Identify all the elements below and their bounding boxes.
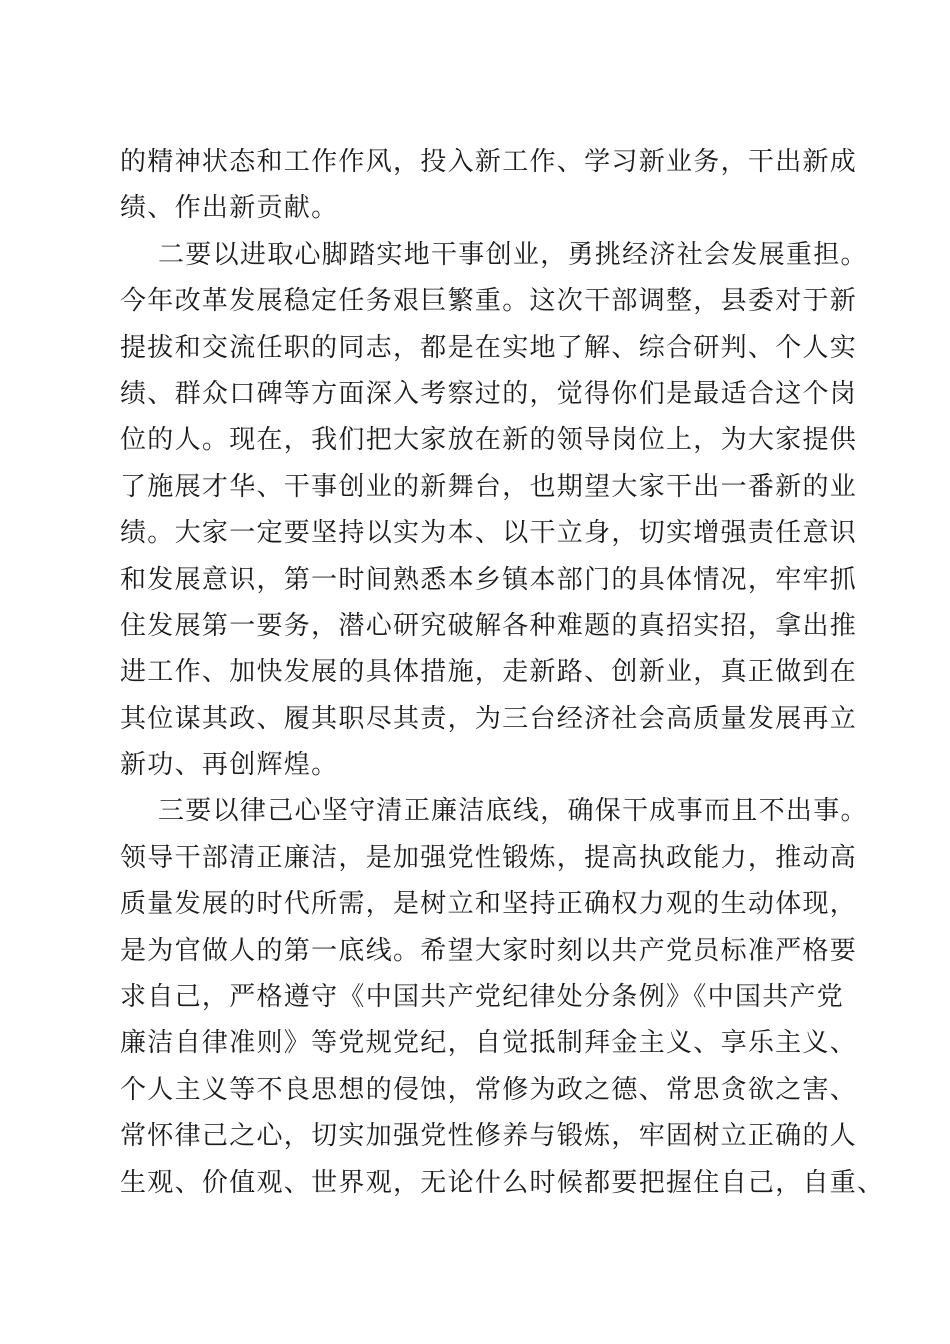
text-line: 位的人。现在，我们把大家放在新的领导岗位上，为大家提供 — [120, 425, 858, 456]
text-line: 绩。大家一定要坚持以实为本、以干立身，切实增强责任意识 — [120, 518, 858, 549]
text-line: 生观、价值观、世界观，无论什么时候都要把握住自己，自重、 — [120, 1167, 885, 1198]
text-line: 进工作、加快发展的具体措施，走新路、创新业，真正做到在 — [120, 657, 858, 688]
text-line: 领导干部清正廉洁，是加强党性锻炼，提高执政能力，推动高 — [120, 842, 858, 873]
text-line: 常怀律己之心，切实加强党性修养与锻炼，牢固树立正确的人 — [120, 1121, 858, 1152]
text-line: 今年改革发展稳定任务艰巨繁重。这次干部调整，县委对于新 — [120, 286, 858, 317]
text-line: 提拔和交流任职的同志，都是在实地了解、综合研判、个人实 — [120, 332, 858, 363]
text-line: 绩、作出新贡献。 — [120, 193, 339, 224]
text-line: 个人主义等不良思想的侵蚀，常修为政之德、常思贪欲之害、 — [120, 1074, 858, 1105]
text-line: 廉洁自律准则》等党规党纪，自觉抵制拜金主义、享乐主义、 — [120, 1028, 858, 1059]
text-line: 和发展意识，第一时间熟悉本乡镇本部门的具体情况，牢牢抓 — [120, 564, 858, 595]
text-line: 了施展才华、干事创业的新舞台，也期望大家干出一番新的业 — [120, 471, 858, 502]
paragraph-heading-3: 三要以律己心坚守清正廉洁底线，确保干成事而且不出事。 — [158, 796, 868, 827]
text-line: 新功、再创辉煌。 — [120, 750, 339, 781]
paragraph-heading-2: 二要以进取心脚踏实地干事创业，勇挑经济社会发展重担。 — [158, 239, 868, 270]
text-line: 的精神状态和工作作风，投入新工作、学习新业务，干出新成 — [120, 147, 858, 177]
text-line: 质量发展的时代所需，是树立和坚持正确权力观的生动体现， — [120, 889, 858, 920]
text-line: 绩、群众口碑等方面深入考察过的，觉得你们是最适合这个岗 — [120, 378, 858, 409]
text-line: 其位谋其政、履其职尽其责，为三台经济社会高质量发展再立 — [120, 703, 858, 734]
text-line: 住发展第一要务，潜心研究破解各种难题的真招实招，拿出推 — [120, 610, 858, 641]
text-line: 求自己，严格遵守《中国共产党纪律处分条例》《中国共产党 — [120, 982, 845, 1013]
body-text — [120, 139, 885, 1206]
text-line: 是为官做人的第一底线。希望大家时刻以共产党员标准严格要 — [120, 935, 858, 966]
